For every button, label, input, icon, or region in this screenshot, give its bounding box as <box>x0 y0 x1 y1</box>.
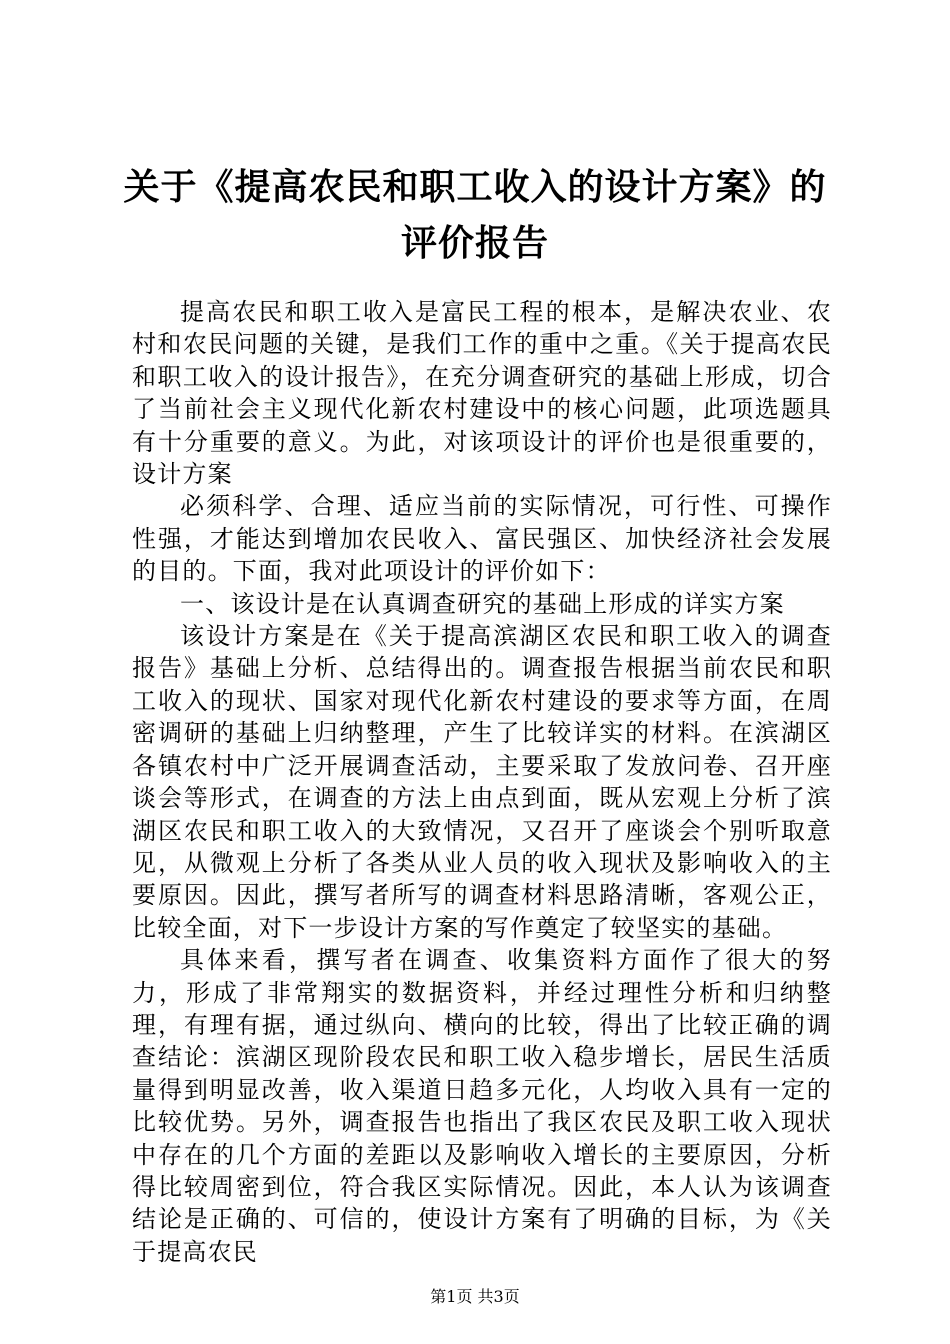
page-number-footer: 第1页 共3页 <box>430 1287 520 1306</box>
section-heading-1: 一、该设计是在认真调查研究的基础上形成的详实方案 <box>180 589 785 618</box>
paragraph-survey: 该设计方案是在《关于提高滨湖区农民和职工收入的调查报告》基础上分析、总结得出的。调查报告根据当前农民和职工收入的现状、国家对现代化新农村建设的要求等方面，在周密调研的基础上归纳整理，产生了比较详实的材料。在滨湖区各镇农村中广泛开展调查活动，主要采取了发放问卷、召开座谈会等形式，在调查的方法上由点到面，既从宏观上分析了滨湖区农民和职工收入的大致情况，又召开了座谈会个别听取意见，从微观上分析了各类从业人员的收入现状及影响收入的主要原因。因此，撰写者所写的调查材料思路清晰，客观公正，比较全面，对下一步设计方案的写作奠定了较坚实的基础。 <box>132 622 832 942</box>
paragraph-intro: 提高农民和职工收入是富民工程的根本，是解决农业、农村和农民问题的关键，是我们工作的重中之重。《关于提高农民和职工收入的设计报告》，在充分调查研究的基础上形成，切合了当前社会主义现代化新农村建设中的核心问题，此项选题具有十分重要的意义。为此，对该项设计的评价也是很重要的，设计方案 <box>132 298 832 489</box>
paragraph-requirements: 必须科学、合理、适应当前的实际情况，可行性、可操作性强，才能达到增加农民收入、富民强区、加快经济社会发展的目的。下面，我对此项设计的评价如下： <box>132 492 832 586</box>
document-title: 关于《提高农民和职工收入的设计方案》的评价报告 <box>123 167 827 264</box>
document-body <box>132 296 832 1268</box>
paragraph-details: 具体来看，撰写者在调查、收集资料方面作了很大的努力，形成了非常翔实的数据资料，并经过理性分析和归纳整理，有理有据，通过纵向、横向的比较，得出了比较正确的调查结论：滨湖区现阶段农民和职工收入稳步增长，居民生活质量得到明显改善，收入渠道日趋多元化，人均收入具有一定的比较优势。另外，调查报告也指出了我区农民及职工收入现状中存在的几个方面的差距以及影响收入增长的主要原因，分析得比较周密到位，符合我区实际情况。因此，本人认为该调查结论是正确的、可信的，使设计方案有了明确的目标，为《关于提高农民 <box>132 946 832 1266</box>
